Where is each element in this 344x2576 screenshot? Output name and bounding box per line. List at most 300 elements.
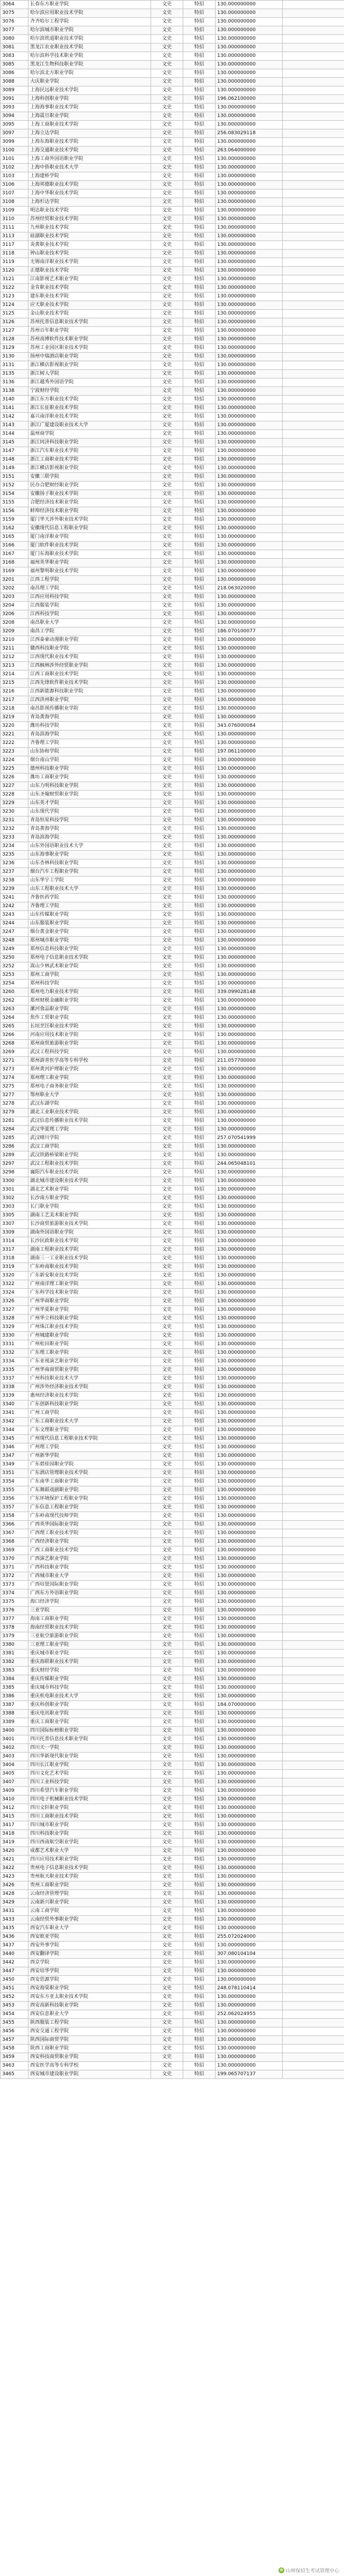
school-code-cell: 3228 [1, 791, 28, 799]
batch-cell: 特招 [183, 78, 216, 86]
subject-type-cell: 文史 [151, 997, 183, 1005]
school-name-cell: 嵩山少林武术职业学院 [28, 962, 151, 971]
batch-cell: 特招 [183, 172, 216, 181]
subject-type-cell: 文史 [151, 2070, 183, 2079]
score-cell: 130.000000000 [216, 1821, 283, 1830]
batch-cell: 特招 [183, 808, 216, 816]
score-cell: 130.000000000 [216, 1306, 283, 1315]
school-name-cell: 广西城市职业大学 [28, 1572, 151, 1581]
subject-type-cell: 文史 [151, 1521, 183, 1529]
table-row [1, 1349, 344, 1358]
empty-cell [283, 1031, 344, 1040]
school-code-cell: 3093 [1, 104, 28, 112]
subject-type-cell: 文史 [151, 1615, 183, 1624]
school-code-cell: 3281 [1, 1117, 28, 1126]
school-name-cell: 苏州托普信息职业技术学院 [28, 318, 151, 327]
subject-type-cell: 文史 [151, 344, 183, 353]
table-row [1, 18, 344, 26]
batch-cell: 特招 [183, 1710, 216, 1718]
score-cell: 130.000000000 [216, 610, 283, 619]
subject-type-cell: 文史 [151, 1658, 183, 1667]
table-row [1, 310, 344, 318]
table-row [1, 585, 344, 593]
school-code-cell: 3338 [1, 1383, 28, 1392]
batch-cell: 特招 [183, 885, 216, 894]
empty-cell [283, 1452, 344, 1461]
school-code-cell: 3222 [1, 739, 28, 748]
school-code-cell: 3117 [1, 241, 28, 250]
table-row [1, 928, 344, 937]
score-cell: 130.000000000 [216, 241, 283, 250]
subject-type-cell: 文史 [151, 2010, 183, 2019]
school-name-cell: 三亚理工职业学院 [28, 1641, 151, 1650]
subject-type-cell: 文史 [151, 705, 183, 713]
school-name-cell: 江南影视艺术职业学院 [28, 275, 151, 284]
school-code-cell: 3128 [1, 335, 28, 344]
school-code-cell: 3440 [1, 1950, 28, 1959]
table-row [1, 1718, 344, 1727]
empty-cell [283, 1735, 344, 1744]
subject-type-cell: 文史 [151, 756, 183, 765]
school-code-cell: 3263 [1, 1005, 28, 1014]
table-row [1, 293, 344, 301]
score-cell: 130.000000000 [216, 1581, 283, 1589]
empty-cell [283, 121, 344, 129]
empty-cell [283, 1778, 344, 1787]
score-cell: 130.000000000 [216, 1237, 283, 1246]
school-code-cell: 3244 [1, 920, 28, 928]
empty-cell [283, 284, 344, 293]
score-cell: 130.000000000 [216, 284, 283, 293]
score-cell: 130.000000000 [216, 576, 283, 585]
school-code-cell: 3388 [1, 1710, 28, 1718]
score-cell: 130.000000000 [216, 1572, 283, 1581]
table-row [1, 1650, 344, 1658]
school-code-cell: 3453 [1, 2002, 28, 2010]
school-code-cell: 3286 [1, 1143, 28, 1151]
table-row [1, 147, 344, 155]
batch-cell: 特招 [183, 1117, 216, 1126]
empty-cell [283, 1426, 344, 1435]
subject-type-cell: 文史 [151, 988, 183, 997]
school-code-cell: 3202 [1, 585, 28, 593]
subject-type-cell: 文史 [151, 954, 183, 962]
subject-type-cell: 文史 [151, 791, 183, 799]
subject-type-cell: 文史 [151, 95, 183, 104]
score-cell: 130.000000000 [216, 1280, 283, 1289]
batch-cell: 特招 [183, 1108, 216, 1117]
subject-type-cell: 文史 [151, 1315, 183, 1323]
school-code-cell: 3354 [1, 1478, 28, 1486]
school-code-cell: 3380 [1, 1641, 28, 1650]
school-name-cell: 四川工商职业技术学院 [28, 1813, 151, 1821]
batch-cell: 特招 [183, 241, 216, 250]
subject-type-cell: 文史 [151, 1289, 183, 1297]
school-code-cell: 3402 [1, 1744, 28, 1753]
score-cell: 130.000000000 [216, 1512, 283, 1521]
empty-cell [283, 610, 344, 619]
table-row [1, 1486, 344, 1495]
batch-cell: 特招 [183, 1014, 216, 1023]
school-name-cell: 郑州黄河护理职业学院 [28, 1066, 151, 1074]
batch-cell: 特招 [183, 834, 216, 842]
table-row [1, 112, 344, 121]
empty-cell [283, 791, 344, 799]
school-code-cell: 3342 [1, 1418, 28, 1426]
table-row [1, 2053, 344, 2062]
school-code-cell: 3454 [1, 2010, 28, 2019]
batch-cell: 特招 [183, 1349, 216, 1358]
empty-cell [283, 1246, 344, 1254]
batch-cell: 特招 [183, 1134, 216, 1143]
subject-type-cell: 文史 [151, 1967, 183, 1976]
table-row [1, 1237, 344, 1246]
empty-cell [283, 748, 344, 756]
subject-type-cell: 文史 [151, 1761, 183, 1770]
batch-cell: 特招 [183, 1083, 216, 1091]
empty-cell [283, 1512, 344, 1521]
score-cell: 130.000000000 [216, 851, 283, 859]
school-code-cell: 3345 [1, 1435, 28, 1443]
school-code-cell: 3339 [1, 1392, 28, 1400]
batch-cell: 特招 [183, 1461, 216, 1469]
score-cell: 130.000000000 [216, 1495, 283, 1504]
school-code-cell: 3335 [1, 1366, 28, 1375]
school-code-cell: 3155 [1, 499, 28, 507]
empty-cell [283, 868, 344, 877]
school-code-cell: 3450 [1, 1976, 28, 1984]
school-code-cell: 3108 [1, 198, 28, 207]
batch-cell: 特招 [183, 937, 216, 945]
empty-cell [283, 164, 344, 172]
subject-type-cell: 文史 [151, 481, 183, 490]
subject-type-cell: 文史 [151, 1804, 183, 1813]
batch-cell: 特招 [183, 2045, 216, 2053]
batch-cell: 特招 [183, 1984, 216, 1993]
empty-cell [283, 104, 344, 112]
subject-type-cell: 文史 [151, 1572, 183, 1581]
school-code-cell: 3106 [1, 181, 28, 189]
school-name-cell: 江西新能源科技职业学院 [28, 688, 151, 696]
empty-cell [283, 301, 344, 310]
table-row [1, 576, 344, 585]
batch-cell: 特招 [183, 1529, 216, 1538]
table-row [1, 705, 344, 713]
empty-cell [283, 2036, 344, 2045]
empty-cell [283, 739, 344, 748]
school-name-cell: 浙江广厦建设职业技术大学 [28, 421, 151, 430]
empty-cell [283, 1838, 344, 1847]
subject-type-cell: 文史 [151, 396, 183, 404]
school-name-cell: 上海交通职业技术学院 [28, 147, 151, 155]
empty-cell [283, 447, 344, 456]
table-row [1, 2019, 344, 2027]
score-cell: 244.065048101 [216, 1160, 283, 1169]
school-name-cell: 四川长江职业学院 [28, 1761, 151, 1770]
school-code-cell: 3213 [1, 662, 28, 670]
subject-type-cell: 文史 [151, 35, 183, 43]
empty-cell [283, 1349, 344, 1358]
table-row [1, 52, 344, 61]
subject-type-cell: 文史 [151, 799, 183, 808]
empty-cell [283, 1134, 344, 1143]
table-row [1, 696, 344, 705]
school-code-cell: 3101 [1, 155, 28, 164]
subject-type-cell: 文史 [151, 1418, 183, 1426]
empty-cell [283, 1143, 344, 1151]
score-cell: 130.000000000 [216, 1435, 283, 1443]
table-row [1, 35, 344, 43]
school-name-cell: 西安高新科技职业学院 [28, 2002, 151, 2010]
score-cell: 130.000000000 [216, 43, 283, 52]
score-cell: 197.061100000 [216, 748, 283, 756]
school-name-cell: 青岛恒星科技学院 [28, 816, 151, 825]
empty-cell [283, 971, 344, 980]
batch-cell: 特招 [183, 1787, 216, 1796]
subject-type-cell: 文史 [151, 550, 183, 559]
score-cell: 130.000000000 [216, 1177, 283, 1186]
table-row [1, 1297, 344, 1306]
subject-type-cell: 文史 [151, 232, 183, 241]
score-cell: 130.000000000 [216, 1186, 283, 1194]
table-row [1, 1418, 344, 1426]
score-cell: 130.000000000 [216, 189, 283, 198]
table-row [1, 481, 344, 490]
table-row [1, 1976, 344, 1984]
score-cell: 130.000000000 [216, 1048, 283, 1057]
school-name-cell: 四川应用技术职业学院 [28, 1856, 151, 1864]
school-code-cell: 3407 [1, 1778, 28, 1787]
subject-type-cell: 文史 [151, 121, 183, 129]
empty-cell [283, 559, 344, 567]
score-cell: 130.000000000 [216, 1254, 283, 1263]
table-row [1, 164, 344, 172]
school-name-cell: 厦门东海职业技术学院 [28, 550, 151, 559]
subject-type-cell: 文史 [151, 310, 183, 318]
batch-cell: 特招 [183, 1409, 216, 1418]
school-name-cell: 赣西科技职业学院 [28, 645, 151, 653]
school-name-cell: 郑州澍青医学高等专科学校 [28, 1057, 151, 1066]
school-name-cell: 嘉兴南洋职业技术学院 [28, 413, 151, 421]
batch-cell: 特招 [183, 335, 216, 344]
school-code-cell: 3385 [1, 1684, 28, 1692]
table-row [1, 241, 344, 250]
subject-type-cell: 文史 [151, 129, 183, 138]
school-code-cell: 3279 [1, 1108, 28, 1117]
empty-cell [283, 112, 344, 121]
score-cell: 343.076000084 [216, 722, 283, 731]
empty-cell [283, 1272, 344, 1280]
empty-cell [283, 576, 344, 585]
table-row [1, 370, 344, 378]
score-cell: 130.000000000 [216, 842, 283, 851]
batch-cell: 特招 [183, 507, 216, 516]
school-name-cell: 四川科技职业学院 [28, 1830, 151, 1838]
score-cell: 130.000000000 [216, 550, 283, 559]
empty-cell [283, 662, 344, 670]
empty-cell [283, 2010, 344, 2019]
school-code-cell: 3203 [1, 593, 28, 602]
empty-cell [283, 61, 344, 69]
subject-type-cell: 文史 [151, 1881, 183, 1890]
table-row [1, 86, 344, 95]
school-code-cell: 3265 [1, 1023, 28, 1031]
subject-type-cell: 文史 [151, 1426, 183, 1435]
subject-type-cell: 文史 [151, 473, 183, 481]
batch-cell: 特招 [183, 138, 216, 147]
batch-cell: 特招 [183, 439, 216, 447]
score-cell: 130.000000000 [216, 1796, 283, 1804]
subject-type-cell: 文史 [151, 971, 183, 980]
subject-type-cell: 文史 [151, 2002, 183, 2010]
table-row [1, 430, 344, 439]
school-name-cell: 郑州商贸旅游职业学院 [28, 1040, 151, 1048]
subject-type-cell: 文史 [151, 215, 183, 224]
school-name-cell: 江西工程学院 [28, 576, 151, 585]
score-cell: 130.000000000 [216, 1486, 283, 1495]
empty-cell [283, 387, 344, 396]
score-cell: 130.000000000 [216, 1091, 283, 1100]
score-cell: 130.000000000 [216, 2019, 283, 2027]
empty-cell [283, 95, 344, 104]
score-cell: 130.000000000 [216, 1899, 283, 1907]
score-cell: 130.000000000 [216, 1289, 283, 1297]
empty-cell [283, 327, 344, 335]
school-code-cell: 3119 [1, 258, 28, 267]
school-code-cell: 3455 [1, 2019, 28, 2027]
batch-cell: 特招 [183, 576, 216, 585]
empty-cell [283, 567, 344, 576]
table-row [1, 1452, 344, 1461]
school-code-cell: 3151 [1, 473, 28, 481]
school-name-cell: 四川西南航空职业学院 [28, 1838, 151, 1847]
subject-type-cell: 文史 [151, 1194, 183, 1203]
empty-cell [283, 1555, 344, 1564]
batch-cell: 特招 [183, 1151, 216, 1160]
school-code-cell: 3465 [1, 2070, 28, 2079]
score-cell: 130.000000000 [216, 894, 283, 902]
empty-cell [283, 26, 344, 35]
school-code-cell: 3126 [1, 318, 28, 327]
school-name-cell: 南昌影视传播职业学院 [28, 705, 151, 713]
school-name-cell: 浙江同济科技职业学院 [28, 439, 151, 447]
score-cell: 130.000000000 [216, 18, 283, 26]
subject-type-cell: 文史 [151, 1495, 183, 1504]
school-code-cell: 3329 [1, 1323, 28, 1332]
subject-type-cell: 文史 [151, 1323, 183, 1332]
subject-type-cell: 文史 [151, 945, 183, 954]
school-name-cell: 江西工商职业技术学院 [28, 670, 151, 679]
table-row [1, 1838, 344, 1847]
score-cell: 130.000000000 [216, 9, 283, 18]
school-code-cell: 3422 [1, 1864, 28, 1873]
school-name-cell: 郑州工商学院 [28, 971, 151, 980]
school-name-cell: 广西培贤国际职业学院 [28, 1581, 151, 1589]
subject-type-cell: 文史 [151, 1392, 183, 1400]
table-row [1, 1194, 344, 1203]
empty-cell [283, 1108, 344, 1117]
school-code-cell: 3274 [1, 1074, 28, 1083]
table-row [1, 284, 344, 293]
batch-cell: 特招 [183, 1692, 216, 1701]
empty-cell [283, 859, 344, 868]
score-cell: 130.000000000 [216, 791, 283, 799]
batch-cell: 特招 [183, 1443, 216, 1452]
batch-cell: 特招 [183, 1959, 216, 1967]
school-code-cell: 3086 [1, 69, 28, 78]
table-row [1, 1066, 344, 1074]
empty-cell [283, 842, 344, 851]
score-cell: 130.000000000 [216, 2045, 283, 2053]
empty-cell [283, 1641, 344, 1650]
subject-type-cell: 文史 [151, 1727, 183, 1735]
empty-cell [283, 954, 344, 962]
batch-cell: 特招 [183, 1572, 216, 1581]
school-name-cell: 广州珠江职业技术学院 [28, 1323, 151, 1332]
batch-cell: 特招 [183, 542, 216, 550]
score-cell: 130.000000000 [216, 645, 283, 653]
school-code-cell: 3227 [1, 782, 28, 791]
table-row [1, 1280, 344, 1289]
table-row [1, 43, 344, 52]
school-name-cell: 郑州电力职业技术学院 [28, 988, 151, 997]
subject-type-cell: 文史 [151, 9, 183, 18]
school-name-cell: 广东科学技术职业学院 [28, 1289, 151, 1297]
table-row [1, 224, 344, 232]
score-cell: 130.000000000 [216, 739, 283, 748]
empty-cell [283, 2027, 344, 2036]
batch-cell: 特招 [183, 267, 216, 275]
empty-cell [283, 1, 344, 9]
batch-cell: 特招 [183, 945, 216, 954]
subject-type-cell: 文史 [151, 1358, 183, 1366]
batch-cell: 特招 [183, 980, 216, 988]
score-cell: 130.000000000 [216, 1684, 283, 1692]
school-code-cell: 3405 [1, 1770, 28, 1778]
school-name-cell: 广西演艺职业学院 [28, 1555, 151, 1564]
batch-cell: 特招 [183, 447, 216, 456]
school-code-cell: 3459 [1, 2053, 28, 2062]
table-row [1, 773, 344, 782]
table-row [1, 877, 344, 885]
school-name-cell: 广州华夏职业学院 [28, 1306, 151, 1315]
subject-type-cell: 文史 [151, 653, 183, 662]
batch-cell: 特招 [183, 559, 216, 567]
school-name-cell: 武汉工商学院 [28, 1143, 151, 1151]
school-code-cell: 3366 [1, 1521, 28, 1529]
batch-cell: 特招 [183, 748, 216, 756]
subject-type-cell: 文史 [151, 962, 183, 971]
batch-cell: 特招 [183, 619, 216, 627]
school-code-cell: 3330 [1, 1332, 28, 1340]
score-cell: 130.000000000 [216, 267, 283, 275]
empty-cell [283, 799, 344, 808]
batch-cell: 特招 [183, 550, 216, 559]
score-cell: 130.000000000 [216, 1976, 283, 1984]
subject-type-cell: 文史 [151, 937, 183, 945]
school-name-cell: 云南新兴职业学院 [28, 1899, 151, 1907]
table-row [1, 602, 344, 610]
table-row [1, 1040, 344, 1048]
school-name-cell: 重庆财经学院 [28, 1667, 151, 1675]
empty-cell [283, 129, 344, 138]
school-name-cell: 广州华南商贸职业学院 [28, 1366, 151, 1375]
school-name-cell: 青岛滨海学院 [28, 731, 151, 739]
score-cell: 130.000000000 [216, 155, 283, 164]
school-code-cell: 3322 [1, 1280, 28, 1289]
empty-cell [283, 1203, 344, 1212]
subject-type-cell: 文史 [151, 1512, 183, 1521]
